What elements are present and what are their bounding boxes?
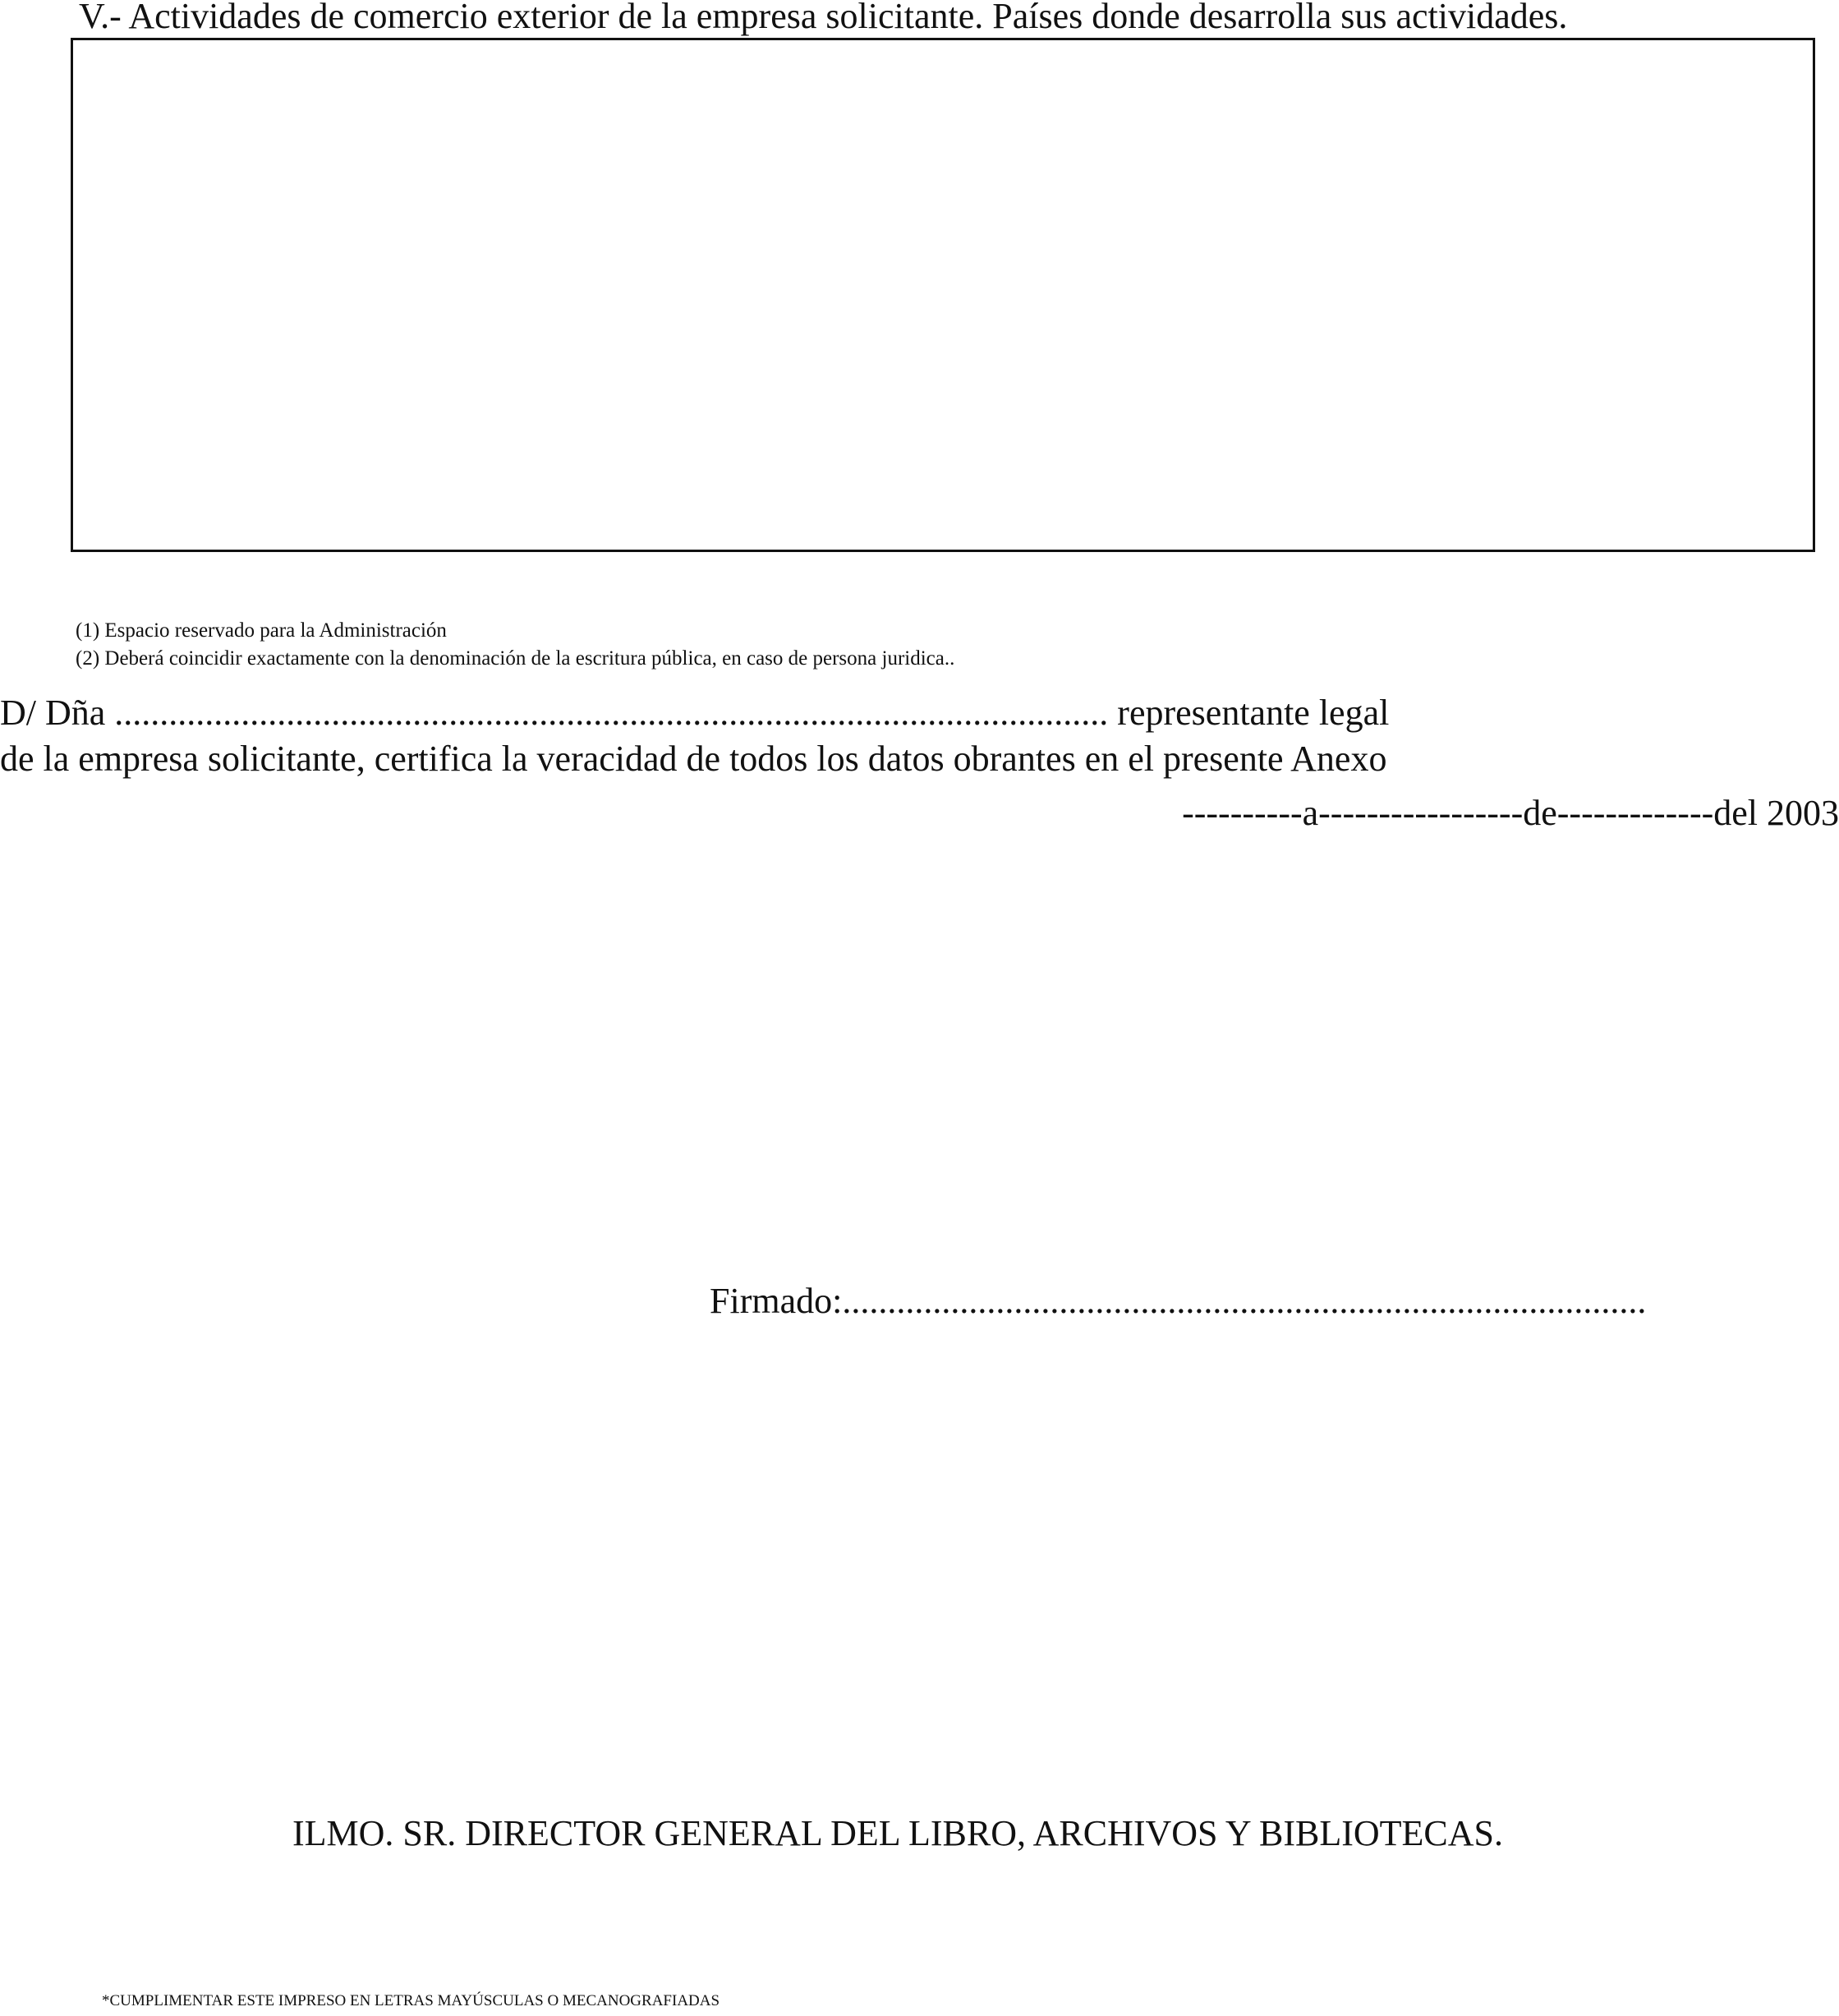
activities-answer-box[interactable]	[71, 38, 1815, 552]
declaration-representative-line: D/ Dña .............................................................................................................. representante legal	[0, 693, 1390, 733]
addressee: ILMO. SR. DIRECTOR GENERAL DEL LIBRO, ARCHIVOS Y BIBLIOTECAS.	[292, 1813, 1504, 1853]
section-heading: V.- Actividades de comercio exterior de la empresa solicitante. Países donde desarrolla sus actividades.	[79, 0, 1568, 36]
signature-line: Firmado:.........................................................................................	[710, 1281, 1647, 1321]
declaration-certification-line: de la empresa solicitante, certifica la veracidad de todos los datos obrantes en el presente Anexo	[0, 739, 1387, 779]
footnote-administration: (1) Espacio reservado para la Administración	[76, 619, 447, 642]
date-line: ----------a-----------------de-------------del 2003	[1182, 793, 1839, 833]
fill-instruction: *CUMPLIMENTAR ESTE IMPRESO EN LETRAS MAYÚSCULAS O MECANOGRAFIADAS	[102, 1992, 720, 2009]
footnote-denomination: (2) Deberá coincidir exactamente con la denominación de la escritura pública, en caso de persona juridica..	[76, 647, 955, 670]
